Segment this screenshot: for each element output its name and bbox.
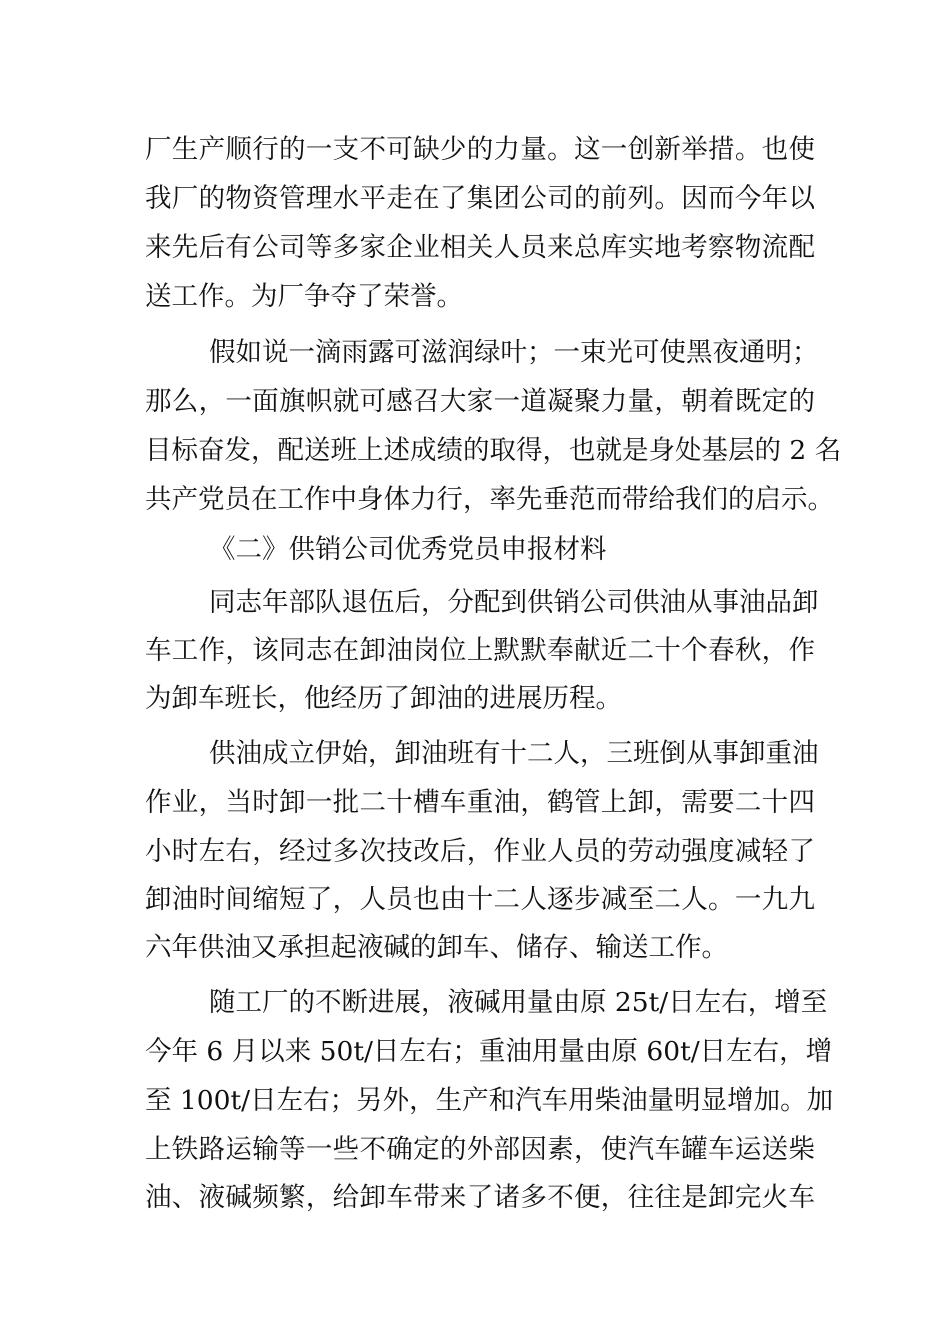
paragraph-line: 卸油时间缩短了，人员也由十二人逐步减至二人。一九九	[145, 884, 815, 915]
section-heading: 《二》供销公司优秀党员申报材料	[209, 534, 607, 565]
paragraph-line: 目标奋发，配送班上述成绩的取得，也就是身处基层的 2 名	[145, 435, 842, 466]
paragraph-line: 供油成立伊始，卸油班有十二人，三班倒从事卸重油	[209, 738, 819, 769]
paragraph-line: 假如说一滴雨露可滋润绿叶；一束光可使黑夜通明；	[209, 337, 819, 368]
paragraph-line: 小时左右，经过多次技改后，作业人员的劳动强度减轻了	[145, 836, 815, 867]
paragraph-line: 今年 6 月以来 50t/日左右；重油用量由原 60t/日左右，增	[145, 1036, 833, 1067]
paragraph-line: 厂生产顺行的一支不可缺少的力量。这一创新举措。也使	[145, 134, 815, 165]
paragraph-line: 同志年部队退伍后，分配到供销公司供油从事油品卸	[209, 587, 819, 618]
paragraph-line: 车工作，该同志在卸油岗位上默默奉献近二十个春秋，作	[145, 635, 815, 666]
paragraph-line: 我厂的物资管理水平走在了集团公司的前列。因而今年以	[145, 183, 815, 214]
paragraph-line: 那么，一面旗帜就可感召大家一道凝聚力量，朝着既定的	[145, 386, 815, 417]
paragraph-line: 送工作。为厂争夺了荣誉。	[145, 281, 463, 312]
paragraph-line: 上铁路运输等一些不确定的外部因素，使汽车罐车运送柴	[145, 1134, 815, 1165]
paragraph-line: 油、液碱频繁，给卸车带来了诸多不便，往往是卸完火车	[145, 1182, 815, 1213]
paragraph-line: 作业，当时卸一批二十槽车重油，鹤管上卸，需要二十四	[145, 787, 815, 818]
paragraph-line: 至 100t/日左右；另外，生产和汽车用柴油量明显增加。加	[145, 1085, 834, 1116]
paragraph-line: 共产党员在工作中身体力行，率先垂范而带给我们的启示。	[145, 484, 834, 515]
paragraph-line: 来先后有公司等多家企业相关人员来总库实地考察物流配	[145, 232, 815, 263]
paragraph-line: 六年供油又承担起液碱的卸车、储存、输送工作。	[145, 932, 728, 963]
paragraph-line: 为卸车班长，他经历了卸油的进展历程。	[145, 683, 622, 714]
paragraph-line: 随工厂的不断进展，液碱用量由原 25t/日左右，增至	[209, 987, 828, 1018]
